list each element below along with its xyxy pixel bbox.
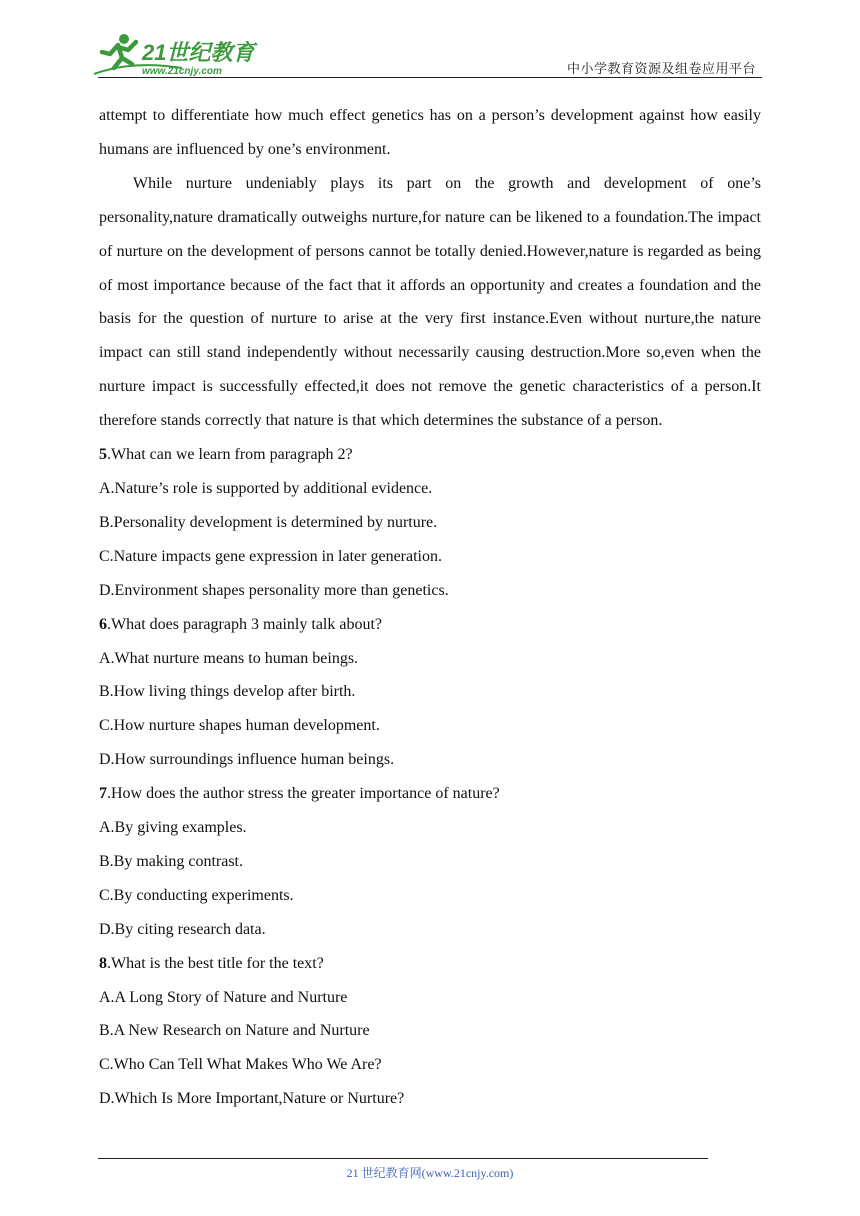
option-c: C.How nurture shapes human development. (99, 717, 380, 735)
document-body (99, 99, 761, 1116)
svg-text:21世纪教育: 21世纪教育 (142, 40, 255, 65)
option-b: B.Personality development is determined by nurture. (99, 513, 438, 531)
question-text: .What can we learn from paragraph 2? (107, 446, 353, 464)
site-logo (92, 30, 262, 78)
question-stem (99, 777, 761, 811)
option-c: C.Nature impacts gene expression in later generation. (99, 547, 442, 565)
option-d: D.How surroundings influence human beings. (99, 751, 395, 769)
question-6 (99, 608, 761, 778)
footer-divider (98, 1158, 708, 1159)
paragraph-continuation: attempt to differentiate how much effect genetics has on a person’s development against how easily humans are influenced by one’s environment. (99, 107, 761, 158)
question-8 (99, 947, 761, 1117)
header-divider (98, 77, 762, 78)
option-d: D.By citing research data. (99, 920, 266, 938)
option-b: B.By making contrast. (99, 852, 243, 870)
page-header (0, 0, 860, 80)
question-stem (99, 947, 761, 981)
option-d: D.Which Is More Important,Nature or Nurture? (99, 1090, 405, 1108)
option-d: D.Environment shapes personality more than genetics. (99, 581, 449, 599)
option-c: C.Who Can Tell What Makes Who We Are? (99, 1056, 382, 1074)
option-a: A.Nature’s role is supported by additional evidence. (99, 479, 433, 497)
option-b: B.How living things develop after birth. (99, 683, 356, 701)
question-text: .What does paragraph 3 mainly talk about? (107, 615, 383, 633)
option-a: A.A Long Story of Nature and Nurture (99, 988, 348, 1006)
question-number: 5 (99, 446, 107, 464)
question-7 (99, 777, 761, 947)
svg-text:www.21cnjy.com: www.21cnjy.com (142, 66, 222, 77)
option-a: A.What nurture means to human beings. (99, 649, 359, 667)
option-a: A.By giving examples. (99, 819, 247, 837)
paragraph: While nurture undeniably plays its part on the growth and development of one’s personality,nature dramatically outweighs nurture,for nature can be likened to a foundation.The impact of nurture on the development of persons cannot be totally denied.However,nature is regarded as being of most importance because of the fact that it affords an opportunity and creates a foundation and the basis for the question of nurture to arise at the very first instance.Even without nurture,the nature impact can still stand independently without necessarily causing destruction.More so,even when the nurture impact is successfully effected,it does not remove the genetic characteristics of a person.It therefore stands correctly that nature is that which determines the substance of a person. (99, 174, 761, 430)
question-text: .How does the author stress the greater importance of nature? (107, 785, 500, 803)
question-5 (99, 438, 761, 608)
option-b: B.A New Research on Nature and Nurture (99, 1022, 370, 1040)
platform-name: 中小学教育资源及组卷应用平台 (566, 61, 756, 76)
question-number: 8 (99, 954, 107, 972)
question-stem (99, 438, 761, 472)
question-number: 7 (99, 785, 107, 803)
page-footer: 21 世纪教育网(www.21cnjy.com) (346, 1166, 514, 1180)
question-stem (99, 608, 761, 642)
option-c: C.By conducting experiments. (99, 886, 294, 904)
runner-logo-icon (92, 30, 262, 78)
question-number: 6 (99, 615, 107, 633)
question-text: .What is the best title for the text? (107, 954, 324, 972)
